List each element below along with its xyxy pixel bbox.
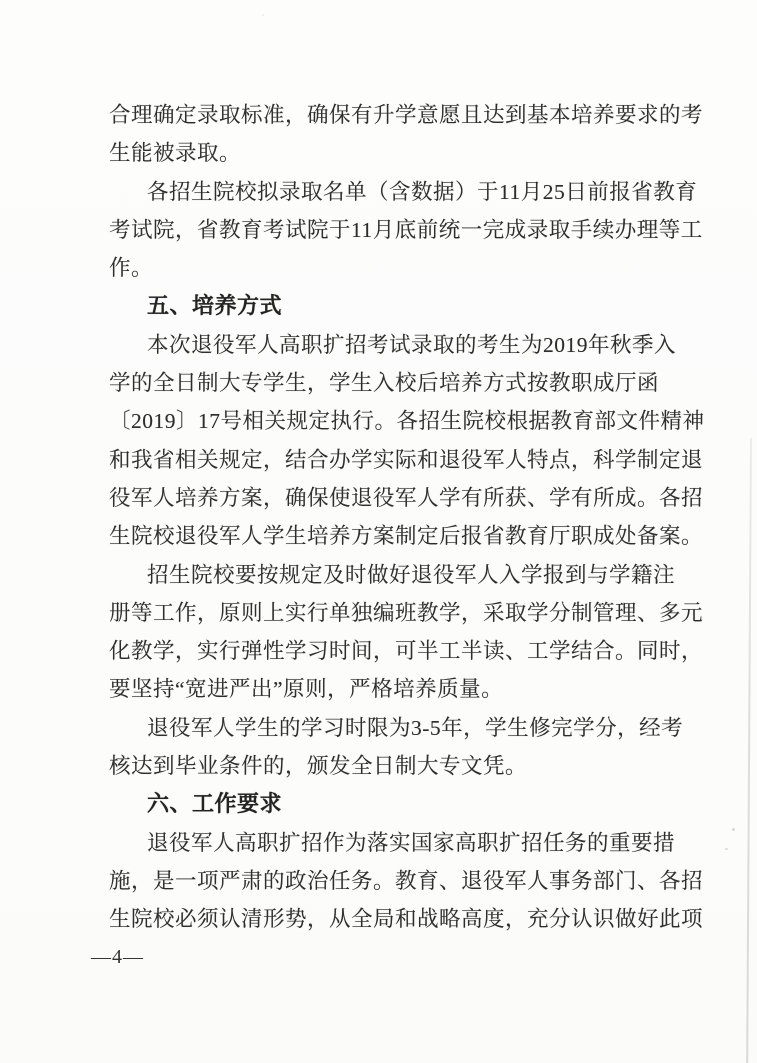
section-heading: 五、培养方式 — [147, 293, 283, 319]
text-line: 要坚持“宽进严出”原则，严格培养质量。 — [109, 677, 504, 702]
text-line: 学的全日制大专学生，学生入校后培养方式按教职成厅函 — [109, 371, 660, 396]
text-line: 施，是一项严肃的政治任务。教育、退役军人事务部门、各招 — [109, 868, 704, 893]
text-line: 生院校必须认清形势，从全局和战略高度，充分认识做好此项 — [109, 907, 704, 932]
text-line: 退役军人学生的学习时限为3-5年，学生修完学分，经考 — [147, 715, 684, 740]
text-line: 各招生院校拟录取名单（含数据）于11月25日前报省教育 — [147, 179, 698, 204]
document-body — [109, 96, 705, 939]
text-line: 本次退役军人高职扩招考试录取的考生为2019年秋季入 — [147, 332, 677, 357]
text-line: 合理确定录取标准，确保有升学意愿且达到基本培养要求的考 — [109, 103, 704, 127]
text-line: 生能被录取。 — [109, 141, 242, 166]
text-line: 化教学，实行弹性学习时间，可半工半读、工学结合。同时， — [109, 639, 704, 664]
scan-speck — [262, 14, 264, 16]
scan-edge-line — [746, 438, 752, 1063]
text-line: 考试院，省教育考试院于11月底前统一完成录取手续办理等工 — [109, 217, 703, 242]
text-line: 退役军人高职扩招作为落实国家高职扩招任务的重要措 — [147, 830, 676, 855]
page-number: —4— — [91, 946, 144, 968]
text-line: 〔2019〕17号相关规定执行。各招生院校根据教育部文件精神 — [109, 409, 705, 434]
text-line: 核达到毕业条件的，颁发全日制大专文凭。 — [109, 754, 528, 779]
text-line: 册等工作，原则上实行单独编班教学，采取学分制管理、多元 — [109, 600, 704, 625]
section-heading: 六、工作要求 — [147, 791, 283, 817]
scan-speck — [732, 828, 735, 831]
text-line: 和我省相关规定，结合办学实际和退役军人特点，科学制定退 — [109, 447, 704, 472]
text-line: 招生院校要按规定及时做好退役军人入学报到与学籍注 — [147, 562, 676, 587]
text-line: 役军人培养方案，确保使退役军人学有所获、学有所成。各招 — [109, 485, 704, 510]
text-line: 生院校退役军人学生培养方案制定后报省教育厅职成处备案。 — [109, 524, 704, 549]
scan-speck — [725, 848, 728, 850]
text-line: 作。 — [109, 256, 154, 281]
